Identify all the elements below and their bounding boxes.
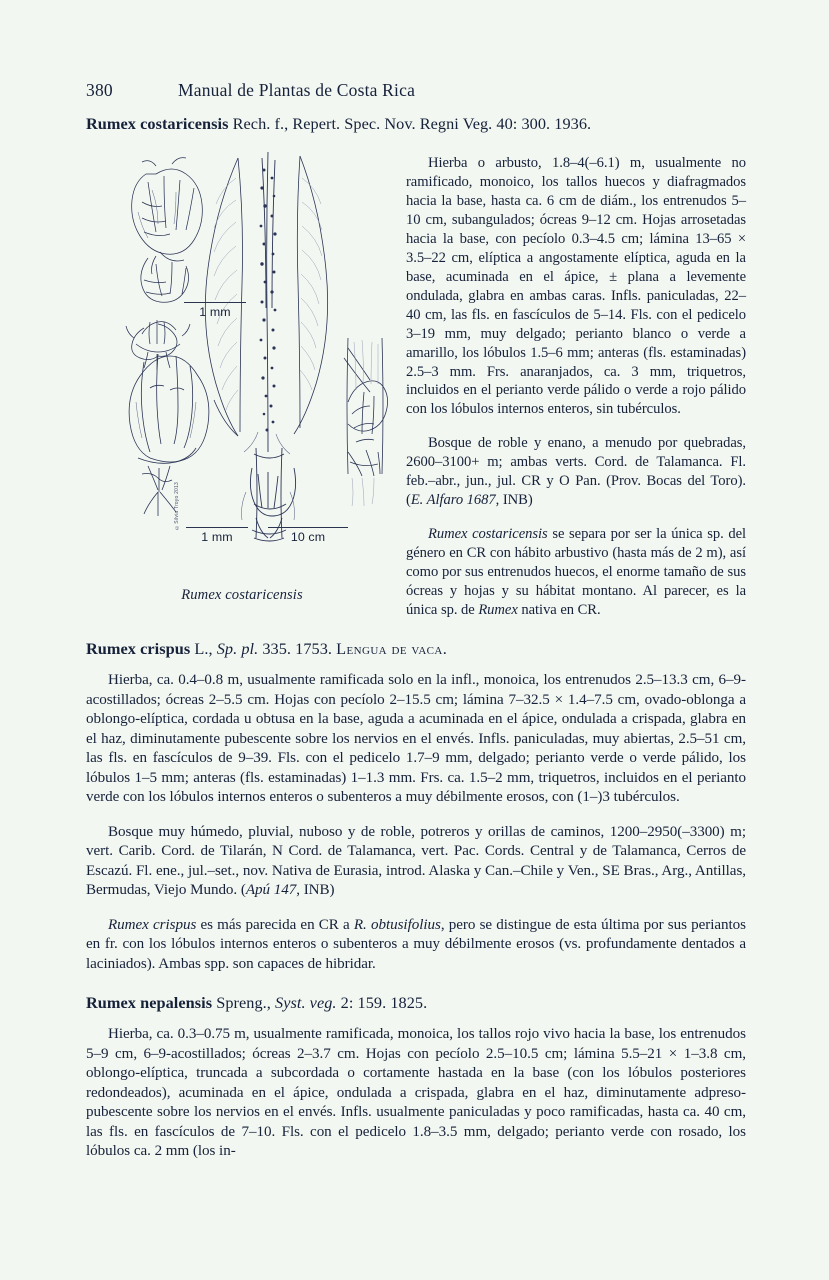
page-content: [86, 80, 746, 1162]
species-authority: Rech. f., Repert. Spec. Nov. Regni Veg. 40: 300. 1936.: [232, 114, 592, 133]
discussion-genus-name: Rumex: [478, 602, 518, 619]
species-authority-pre: L.,: [194, 639, 217, 659]
habitat-paragraph-crispus: [86, 823, 746, 901]
discussion-text-end: , pero se distingue de esta última por sus periantos en fr. con los lóbulos internos enteros o subenteros a muy débilmente erosos (vs. profundamente dentados a laciniados). Ambas spp. son capaces de hibridar.: [86, 916, 747, 972]
costaricensis-text-column: [406, 154, 746, 620]
scale-bar-top: [184, 302, 246, 319]
species-name: Rumex nepalensis: [86, 993, 213, 1013]
costaricensis-block: [86, 154, 746, 620]
species-heading-nepalensis: [86, 993, 746, 1014]
discussion-text: se separa por ser la única sp. del género en CR con hábito arbustivo (hasta más de 2 m), así como por sus entrenudos huecos, el enorme tamaño de sus ócreas y hojas y su hábitat montano. Al parecer, es la única sp. de: [406, 526, 747, 619]
species-name: Rumex costaricensis: [86, 114, 229, 133]
species-authority-pre: Spreng.,: [216, 993, 276, 1013]
scale-bar-bottom-left: [186, 527, 248, 544]
discussion-compared-species: R. obtusifolius: [353, 916, 441, 933]
discussion-species-name: Rumex crispus: [108, 916, 197, 933]
discussion-species-name: Rumex costaricensis: [428, 526, 548, 543]
artist-credit: ©Silvia Troyo 2013: [174, 481, 180, 530]
herbarium-code: , INB): [296, 882, 335, 899]
discussion-paragraph-crispus: [86, 916, 746, 975]
voucher-citation: Apú 147: [245, 882, 297, 899]
description-paragraph-nepalensis: Hierba, ca. 0.3–0.75 m, usualmente ramificada, monoica, los tallos rojo vivo hacia la base, los entrenudos 5–9 cm, 6–9-acostillados; ócreas 2–3.7 cm. Hojas con pecíolo 2.5–10.5 cm; lámina 5.5–21 × 1–3.8 cm, oblongo-elíptica, truncada a subcordada o cortamente hastada en la base (con los lóbulos posteriores redondeados), acuminada en el ápice, ondulada a crispada, glabra en el haz, diminutamente adpreso-pubescente sobre los nervios en el envés. Infls. usualmente paniculadas y poco ramificadas, hasta ca. 40 cm, las fls. en fascículos de 7–10. Fls. con el pedicelo 1.8–3.5 mm, delgado; perianto verde con rosado, los lóbulos ca. 2 mm (los in-: [86, 1026, 746, 1160]
species-common-name: Lengua de vaca.: [336, 639, 448, 659]
figure-caption: Rumex costaricensis: [181, 586, 303, 603]
scale-bar-rule: [268, 527, 348, 528]
species-heading-crispus: [86, 639, 746, 660]
description-paragraph: Hierba o arbusto, 1.8–4(–6.1) m, usualmente no ramificado, monoico, los tallos huecos y diafragmados hacia la base, hasta ca. 6 cm de diám., los entrenudos 5–10 cm, subangulados; ócreas 9–12 cm. Hojas arrosetadas hacia la base, con pecíolo 0.3–4.5 cm; lámina 13–65 × 3.5–22 cm, elíptica a angostamente elíptica, aguda en la base, acuminada en el ápice, ± plana a levemente ondulada, glabra en ambas caras. Infls. paniculadas, 22–40 cm, las fls. en fascículos de 5–14. Fls. con el pedicelo 3–19 mm, muy delgado; perianto blanco o verde a amarillo, los lóbulos 1.5–6 mm; anteras (fls. estaminadas) 2.5–3 mm. Frs. anaranjados, ca. 3 mm, triquetros, incluidos en el perianto verde pálido o verde a rojo pálido con los lóbulos internos enteros, sin tubérculos.: [406, 154, 746, 418]
species-authority-post: 335. 1753.: [258, 639, 337, 659]
scale-bar-bottom-right: [268, 527, 348, 544]
species-heading-costaricensis: [86, 114, 746, 135]
scale-bar-rule: [186, 527, 248, 528]
scale-bar-label: 10 cm: [290, 529, 326, 544]
habitat-text: Bosque muy húmedo, pluvial, nuboso y de roble, potreros y orillas de caminos, 1200–2950(–3300) m; vert. Carib. Cord. de Tilarán, N Cord. de Talamanca, vert. Pac. Cords. Central y de Talamanca, Cerros de Escazú. Fl. ene., jul.–set., nov. Nativa de Eurasia, introd. Alaska y Can.–Chile y Ven., SE Bras., Arg., Antillas, Bermudas, Viejo Mundo. (: [86, 823, 746, 899]
running-head: [86, 80, 746, 114]
species-authority-post: 2: 159. 1825.: [336, 993, 428, 1013]
running-title: Manual de Plantas de Costa Rica: [178, 80, 416, 100]
habitat-paragraph: [406, 434, 746, 510]
discussion-text-end: nativa en CR.: [517, 602, 601, 619]
figure-plate: [86, 152, 398, 604]
page-number: 380: [86, 80, 113, 100]
description-paragraph-crispus: Hierba, ca. 0.4–0.8 m, usualmente ramificada solo en la infl., monoica, los entrenudos 2.5–13.3 cm, 6–9-acostillados; ócreas 2–5.5 cm. Hojas con pecíolo 2–15.5 cm; lámina 7–32.5 × 1.4–7.5 cm, ovado-oblonga a oblongo-elíptica, cordada u obtusa en la base, aguda a acuminada en el ápice, ondulada a crispada, glabra en el haz, diminutamente pubescente sobre los nervios en el envés. Infls. paniculadas, muy abiertas, 2.5–51 cm, las fls. en fascículos de 9–39. Fls. con el pedicelo 1.7–9 mm, delgado; perianto verde o verde pálido, los lóbulos 1–5 mm; anteras (fls. estaminadas) 1–1.3 mm. Frs. ca. 1.5–2 mm, triquetros, incluidos en el perianto verde con los lóbulos internos enteros o subenteros a muy débilmente erosos, con (1–)3 tubérculos.: [86, 672, 746, 806]
habitat-text: Bosque de roble y enano, a menudo por quebradas, 2600–3100+ m; ambas verts. Cord. de Talamanca. Fl. feb.–abr., jun., jul. CR y O Pan. (Prov. Bocas del Toro). (: [406, 435, 746, 509]
voucher-citation: E. Alfaro 1687: [410, 492, 496, 509]
scale-bar-rule: [184, 302, 246, 303]
species-name: Rumex crispus: [86, 639, 191, 659]
botanical-illustration: [86, 152, 398, 582]
scale-bar-label: 1 mm: [199, 304, 231, 319]
species-authority-work: Sp. pl.: [216, 639, 259, 659]
discussion-text: es más parecida en CR a: [196, 916, 354, 933]
discussion-paragraph: [406, 525, 746, 620]
scale-bar-label: 1 mm: [201, 529, 233, 544]
herbarium-code: , INB): [495, 492, 533, 509]
species-authority-work: Syst. veg.: [275, 993, 337, 1013]
illustration-svg: [86, 152, 398, 582]
